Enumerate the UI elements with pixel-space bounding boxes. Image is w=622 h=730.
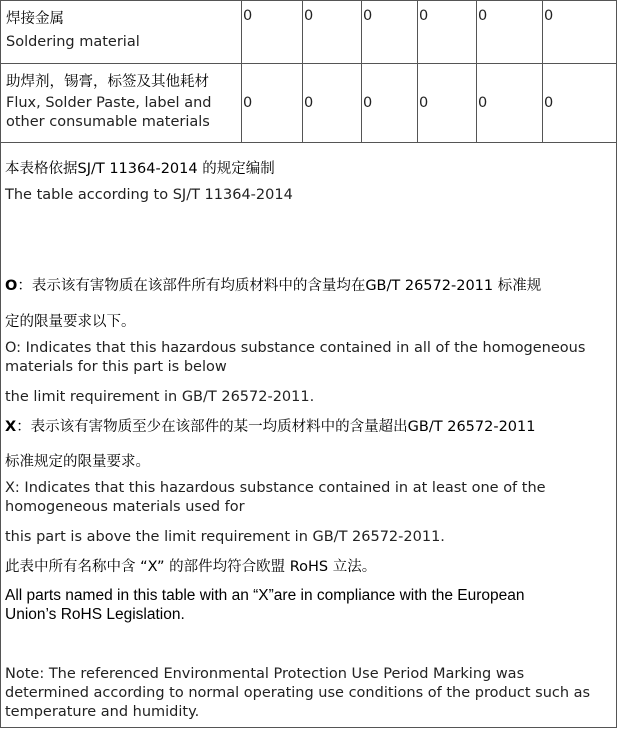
rohs-statement-en-line: All parts named in this table with an “X”are in compliance with the European bbox=[5, 587, 525, 604]
cell-value: 0 bbox=[544, 8, 554, 24]
o-definition-cn bbox=[5, 277, 541, 295]
value-cell bbox=[477, 1, 543, 64]
cell-value: 0 bbox=[478, 8, 488, 24]
part-name-cn: 助焊剂，锡膏，标签及其他耗材 bbox=[6, 74, 209, 90]
cell-value: 0 bbox=[304, 8, 314, 24]
x-definition-cn bbox=[5, 418, 535, 436]
value-cell bbox=[418, 1, 477, 64]
cell-value: 0 bbox=[243, 8, 253, 24]
o-definition-en-line: O: Indicates that this hazardous substance contained in all of the homogeneous bbox=[5, 340, 586, 356]
x-definition-en-line: X: Indicates that this hazardous substance contained in at least one of the bbox=[5, 480, 546, 496]
part-name-cn: 焊接金属 bbox=[6, 11, 64, 27]
value-cell bbox=[362, 1, 418, 64]
value-cell bbox=[418, 64, 477, 143]
epup-note-line: determined according to normal operating use conditions of the product such as bbox=[5, 685, 591, 701]
x-definition-text: ：表示该有害物质至少在该部件的某一均质材料中的含量超出GB/T 26572-2011 bbox=[16, 419, 536, 435]
value-cell bbox=[543, 64, 617, 143]
cell-value: 0 bbox=[363, 8, 373, 24]
value-cell bbox=[242, 64, 303, 143]
rohs-statement-en-line: Union’s RoHS Legislation. bbox=[5, 606, 185, 623]
value-cell bbox=[303, 1, 362, 64]
x-definition-en-line: homogeneous materials used for bbox=[5, 499, 245, 515]
o-definition-en-line: the limit requirement in GB/T 26572-2011. bbox=[5, 389, 315, 405]
o-definition-text: ：表示该有害物质在该部件所有均质材料中的含量均在GB/T 26572-2011 标准规 bbox=[17, 278, 542, 294]
value-cell bbox=[543, 1, 617, 64]
epup-note-line: temperature and humidity. bbox=[5, 704, 200, 720]
part-name-en-line: Flux, Solder Paste, label and bbox=[6, 95, 212, 111]
x-mark: X bbox=[5, 419, 17, 435]
standard-note-en: The table according to SJ/T 11364-2014 bbox=[5, 187, 293, 203]
cell-value: 0 bbox=[478, 95, 488, 111]
rohs-statement-cn: 此表中所有名称中含 “X” 的部件均符合欧盟 RoHS 立法。 bbox=[5, 559, 377, 575]
table-row bbox=[1, 1, 617, 64]
o-mark: O bbox=[5, 278, 18, 294]
standard-note-cn: 本表格依据SJ/T 11364-2014 的规定编制 bbox=[5, 161, 275, 177]
part-name-cell bbox=[1, 1, 242, 64]
value-cell bbox=[303, 64, 362, 143]
cell-value: 0 bbox=[419, 95, 429, 111]
value-cell bbox=[362, 64, 418, 143]
value-cell bbox=[242, 1, 303, 64]
value-cell bbox=[477, 64, 543, 143]
part-name-en: Soldering material bbox=[6, 34, 140, 50]
cell-value: 0 bbox=[304, 95, 314, 111]
x-definition-en-line: this part is above the limit requirement in GB/T 26572-2011. bbox=[5, 529, 445, 545]
part-name-cell bbox=[1, 64, 242, 143]
cell-value: 0 bbox=[243, 95, 253, 111]
cell-value: 0 bbox=[363, 95, 373, 111]
cell-value: 0 bbox=[544, 95, 554, 111]
table-row bbox=[1, 64, 617, 143]
cell-value: 0 bbox=[419, 8, 429, 24]
part-name-en-line: other consumable materials bbox=[6, 114, 210, 130]
epup-note-line: Note: The referenced Environmental Protection Use Period Marking was bbox=[5, 666, 525, 682]
o-definition-cn-cont: 定的限量要求以下。 bbox=[5, 314, 136, 330]
o-definition-en-line: materials for this part is below bbox=[5, 359, 227, 375]
x-definition-cn-cont: 标准规定的限量要求。 bbox=[5, 454, 150, 470]
